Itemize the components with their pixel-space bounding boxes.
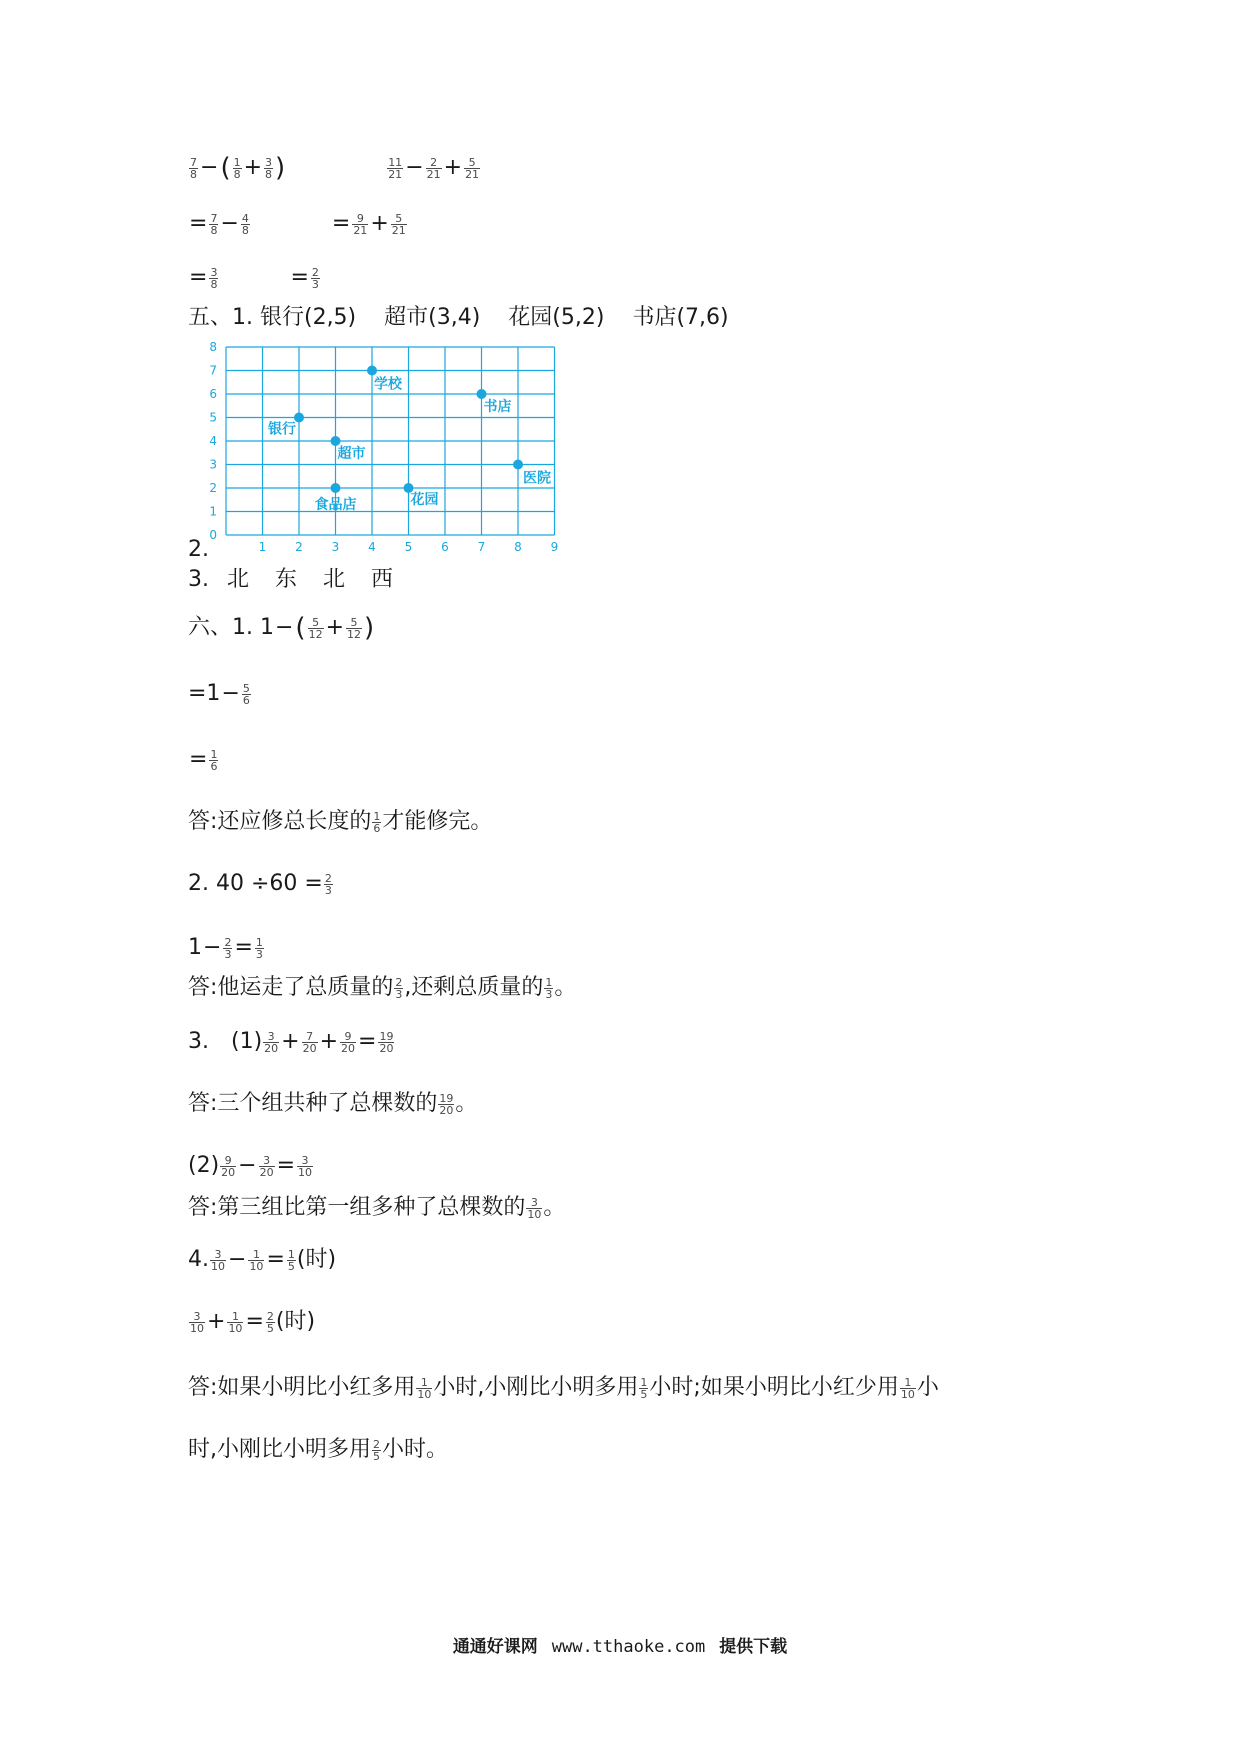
fraction (297, 1155, 313, 1178)
numerator: 1 (252, 1247, 260, 1261)
minus-sign: − (238, 1153, 257, 1178)
fraction (900, 1377, 916, 1400)
y-tick-label: 6 (209, 387, 217, 401)
data-point (477, 389, 487, 399)
fraction (438, 1093, 454, 1116)
answer-text: 。 (543, 1195, 566, 1220)
x-tick-label: 3 (331, 540, 340, 554)
numerator: 1 (231, 1309, 239, 1323)
point-label: 书店 (483, 399, 512, 415)
s6-q1-expr (188, 610, 375, 646)
y-tick-label: 5 (209, 410, 217, 425)
minus-sign: − (228, 1247, 247, 1272)
numerator: 2 (266, 1309, 274, 1323)
fraction (324, 873, 333, 896)
answer-text: 小 (916, 1375, 939, 1400)
denominator: 3 (395, 987, 403, 1001)
equals-sign: = (189, 265, 208, 290)
numerator: 1 (420, 1375, 428, 1389)
numerator: 2 (373, 1437, 380, 1451)
fraction (340, 1031, 356, 1054)
answer-text: 答:三个组共种了总棵数的 (188, 1091, 438, 1116)
s5-q1-bank: 五、1. 银行(2,5) (188, 305, 357, 330)
s5-q3-answer: 西 (371, 567, 394, 592)
plus-sign: + (319, 1029, 339, 1054)
denominator: 8 (233, 167, 241, 181)
denominator: 12 (347, 627, 362, 641)
denominator: 21 (391, 223, 406, 237)
fraction (248, 1249, 264, 1272)
equals-sign: = (331, 211, 351, 236)
calc-row-2 (188, 206, 408, 242)
numerator: 1 (255, 935, 263, 949)
answer-text: 才能修完。 (382, 809, 493, 834)
coordinate-grid-svg (196, 335, 576, 555)
minus-sign: − (203, 935, 222, 960)
numerator: 2 (224, 935, 232, 949)
answer-text: ,还剩总质量的 (404, 975, 544, 1000)
y-tick-label: 8 (209, 340, 217, 354)
numerator: 1 (287, 1247, 295, 1261)
numerator: 4 (241, 211, 249, 225)
fraction (209, 749, 218, 772)
numerator: 9 (224, 1153, 232, 1167)
denominator: 3 (324, 883, 332, 897)
numerator: 1 (233, 155, 241, 169)
numerator: 19 (379, 1029, 394, 1043)
denominator: 20 (264, 1041, 279, 1055)
numerator: 3 (301, 1153, 309, 1167)
denominator: 6 (242, 693, 250, 707)
numerator: 9 (356, 211, 364, 225)
equals-sign: = (189, 747, 208, 772)
answer-text: 。 (455, 1091, 478, 1116)
fraction (220, 1155, 236, 1178)
s6-q3-part2 (188, 1148, 314, 1184)
fraction (227, 1311, 243, 1334)
unit-hours: (时) (296, 1247, 337, 1272)
numerator: 5 (350, 615, 358, 629)
numerator: 19 (439, 1091, 454, 1105)
s6-q2-answer (188, 970, 576, 1006)
fraction (526, 1197, 542, 1220)
equals-sign: = (358, 1029, 377, 1054)
calc-row-1 (188, 150, 481, 186)
x-tick-label: 9 (550, 540, 559, 554)
fraction (352, 213, 368, 236)
fraction (287, 1249, 296, 1272)
s6-q2-step-prefix: 1 (188, 935, 202, 960)
paren-close: ) (275, 153, 286, 183)
fraction (416, 1377, 432, 1400)
data-point (331, 436, 341, 446)
point-label: 花园 (410, 492, 439, 508)
s5-q2-label: 2. (188, 537, 209, 562)
denominator: 8 (210, 277, 218, 291)
point-label: 超市 (337, 446, 366, 462)
fraction (639, 1377, 648, 1400)
data-point (513, 460, 523, 470)
s6-q1-step1 (188, 676, 252, 712)
answer-text: 时,小刚比小明多用 (188, 1437, 371, 1462)
plus-sign: + (443, 155, 463, 180)
equals-sign: = (276, 1153, 296, 1178)
fraction (233, 157, 242, 180)
s6-q3-answer1 (188, 1086, 477, 1122)
denominator: 21 (426, 167, 441, 181)
fraction (378, 1031, 394, 1054)
numerator: 1 (210, 747, 218, 761)
plus-sign: + (370, 211, 389, 236)
denominator: 3 (224, 947, 232, 961)
unit-hours: (时) (275, 1309, 316, 1334)
minus-sign: − (274, 615, 294, 640)
numerator: 3 (265, 155, 273, 169)
equals-sign: = (290, 265, 309, 290)
x-tick-label: 2 (295, 540, 303, 554)
fraction (209, 267, 218, 290)
paren-open: ( (220, 153, 231, 183)
denominator: 20 (439, 1103, 454, 1117)
y-tick-label: 1 (209, 504, 217, 519)
fraction (346, 617, 362, 640)
answer-text: 小时;如果小明比小红少用 (649, 1375, 899, 1400)
fraction (241, 213, 250, 236)
plus-sign: + (325, 615, 345, 640)
numerator: 2 (430, 155, 438, 169)
x-tick-label: 1 (258, 540, 267, 554)
numerator: 2 (311, 265, 319, 279)
s6-q2-step (188, 930, 265, 966)
denominator: 21 (465, 167, 480, 181)
fraction (372, 1439, 381, 1462)
fraction (311, 267, 320, 290)
denominator: 10 (249, 1259, 264, 1273)
s6-q1-step1-prefix: =1 (188, 681, 221, 706)
fraction (308, 617, 324, 640)
y-tick-label: 4 (209, 434, 217, 448)
fraction (223, 937, 232, 960)
denominator: 3 (545, 987, 553, 1001)
fraction (255, 937, 264, 960)
x-tick-label: 4 (368, 540, 376, 554)
equals-sign: = (234, 935, 253, 960)
fraction (210, 1249, 226, 1272)
y-tick-label: 0 (209, 528, 217, 542)
footer-site-name: 通通好课网 (452, 1637, 538, 1657)
x-tick-label: 8 (514, 540, 522, 554)
minus-sign: − (220, 211, 239, 236)
denominator: 20 (259, 1165, 274, 1179)
fraction (544, 977, 553, 1000)
s6-q2-expr-text: 2. 40 ÷60 = (188, 871, 323, 896)
footer-url-link[interactable]: www.tthaoke.com (551, 1637, 706, 1657)
s6-q3-prefix: 3. (1) (188, 1029, 263, 1054)
s6-q1-prefix: 六、1. 1 (188, 615, 274, 640)
denominator: 5 (287, 1259, 295, 1273)
numerator: 3 (214, 1247, 222, 1261)
plus-sign: + (207, 1309, 226, 1334)
s5-q3 (188, 562, 393, 598)
denominator: 20 (221, 1165, 236, 1179)
point-label: 学校 (374, 376, 402, 393)
fraction (263, 1031, 279, 1054)
denominator: 8 (265, 167, 273, 181)
denominator: 10 (417, 1387, 432, 1401)
x-tick-label: 7 (477, 540, 486, 554)
s5-q1-bookstore: 书店(7,6) (632, 305, 729, 330)
point-label: 医院 (523, 470, 551, 487)
plus-sign: + (281, 1029, 300, 1054)
answer-text: 答:如果小明比小红多用 (188, 1375, 416, 1400)
numerator: 5 (395, 211, 403, 225)
s6-q3-answer2 (188, 1190, 565, 1226)
s6-q3-part2-prefix: (2) (188, 1153, 220, 1178)
y-tick-label: 7 (209, 363, 217, 378)
fraction (189, 1311, 205, 1334)
footer-tail-text: 提供下载 (719, 1637, 788, 1657)
s6-q4-step1 (188, 1242, 336, 1278)
plus-sign: + (243, 155, 263, 180)
answer-text: 小时,小刚比小明多用 (433, 1375, 639, 1400)
data-point (367, 366, 377, 376)
fraction (242, 683, 251, 706)
denominator: 10 (298, 1165, 313, 1179)
numerator: 3 (210, 265, 218, 279)
numerator: 3 (267, 1029, 275, 1043)
denominator: 8 (210, 223, 218, 237)
s5-q3-label: 3. (188, 567, 209, 592)
minus-sign: − (221, 681, 240, 706)
page-footer (0, 1632, 1240, 1657)
numerator: 7 (190, 155, 197, 169)
fraction (464, 157, 480, 180)
s5-q1-garden: 花园(5,2) (508, 305, 605, 330)
answer-text: 。 (554, 975, 577, 1000)
numerator: 1 (640, 1375, 648, 1389)
data-point (331, 483, 341, 493)
s5-q3-answer: 北 (323, 567, 346, 592)
denominator: 5 (373, 1449, 380, 1463)
numerator: 7 (306, 1029, 314, 1043)
denominator: 20 (302, 1041, 317, 1055)
denominator: 10 (190, 1321, 204, 1335)
calc-row-3 (188, 264, 321, 292)
denominator: 8 (241, 223, 249, 237)
s6-q1-answer (188, 804, 492, 840)
denominator: 20 (341, 1041, 356, 1055)
numerator: 7 (210, 211, 218, 225)
equals-sign: = (266, 1247, 285, 1272)
answer-text: 小时。 (382, 1437, 449, 1462)
denominator: 12 (308, 627, 323, 641)
s6-q4-answer-line2 (188, 1432, 448, 1468)
s6-q3-part1 (188, 1024, 395, 1060)
numerator: 1 (545, 975, 553, 989)
equals-sign: = (189, 211, 208, 236)
point-label: 银行 (268, 421, 296, 438)
numerator: 3 (530, 1195, 538, 1209)
numerator: 5 (468, 155, 476, 169)
y-tick-label: 3 (209, 457, 217, 472)
denominator: 3 (255, 947, 263, 961)
fraction (387, 157, 403, 180)
s6-q4-prefix: 4. (188, 1247, 209, 1272)
equals-sign: = (245, 1309, 264, 1334)
s5-q1-supermarket: 超市(3,4) (384, 305, 481, 330)
paren-open: ( (295, 613, 306, 643)
s5-q1 (188, 300, 729, 336)
denominator: 6 (373, 821, 381, 835)
fraction (394, 977, 403, 1000)
s5-q3-answer: 北 (227, 567, 250, 592)
fraction (259, 1155, 275, 1178)
denominator: 6 (210, 759, 218, 773)
paren-close: ) (364, 613, 375, 643)
s6-q2-expr (188, 866, 334, 902)
s6-q4-answer-line1 (188, 1370, 939, 1406)
denominator: 5 (266, 1321, 274, 1335)
numerator: 5 (242, 681, 250, 695)
numerator: 1 (373, 809, 381, 823)
denominator: 10 (527, 1207, 542, 1221)
fraction (209, 213, 218, 236)
denominator: 21 (353, 223, 368, 237)
fraction (264, 157, 273, 180)
point-label: 食品店 (314, 497, 357, 513)
numerator: 2 (324, 871, 332, 885)
denominator: 8 (190, 167, 197, 181)
y-tick-label: 2 (209, 481, 217, 495)
s5-q3-answer: 东 (275, 567, 298, 592)
s6-q1-step2 (188, 742, 219, 778)
coordinate-grid-chart (196, 335, 576, 559)
denominator: 5 (640, 1387, 648, 1401)
answer-text: 答:还应修总长度的 (188, 809, 372, 834)
denominator: 20 (379, 1041, 394, 1055)
fraction (426, 157, 442, 180)
minus-sign: − (200, 155, 219, 180)
answer-text: 答:他运走了总质量的 (188, 975, 394, 1000)
minus-sign: − (405, 155, 424, 180)
numerator: 3 (193, 1309, 201, 1323)
fraction (372, 811, 381, 834)
fraction (266, 1311, 275, 1334)
fraction (391, 213, 407, 236)
numerator: 5 (312, 615, 320, 629)
x-tick-label: 5 (404, 540, 413, 554)
denominator: 10 (228, 1321, 243, 1335)
numerator: 3 (263, 1153, 271, 1167)
denominator: 10 (211, 1259, 225, 1273)
numerator: 11 (388, 155, 403, 169)
fraction (302, 1031, 318, 1054)
s6-q4-step2 (188, 1304, 315, 1340)
denominator: 3 (311, 277, 319, 291)
denominator: 10 (900, 1387, 915, 1401)
denominator: 21 (388, 167, 403, 181)
fraction (189, 157, 198, 180)
numerator: 2 (395, 975, 403, 989)
x-tick-label: 6 (441, 540, 449, 554)
numerator: 1 (904, 1375, 912, 1389)
numerator: 9 (344, 1029, 352, 1043)
answer-text: 答:第三组比第一组多种了总棵数的 (188, 1195, 526, 1220)
